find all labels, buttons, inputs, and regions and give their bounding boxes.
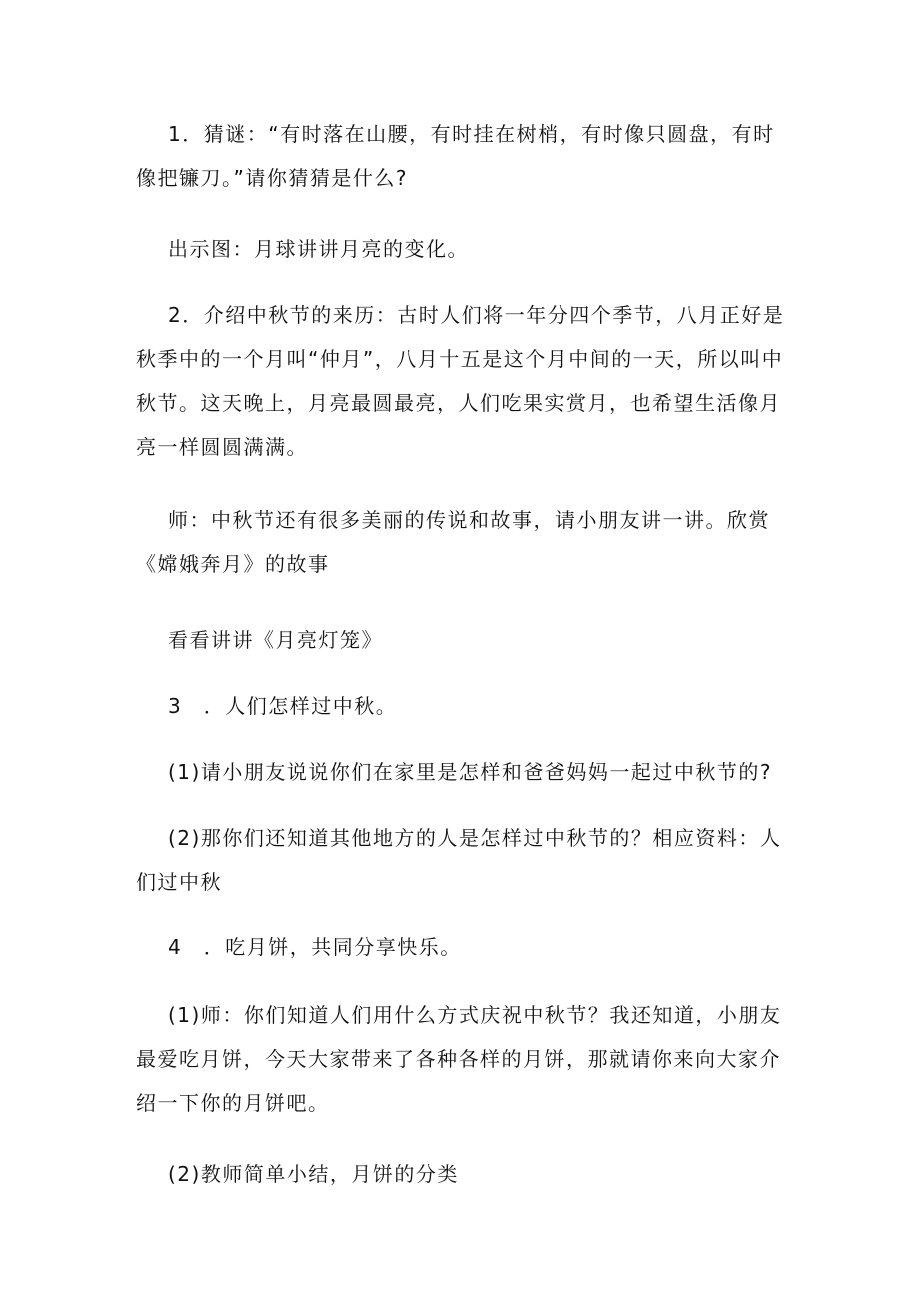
- paragraph-text: 出示图：月球讲讲月亮的变化。: [168, 237, 469, 261]
- paragraph-how-celebrate: [136, 684, 788, 728]
- paragraph-text: (2)那你们还知道其他地方的人是怎样过中秋节的？相应资料：人们过中秋: [136, 826, 782, 894]
- paragraph-text: (1)请小朋友说说你们在家里是怎样和爸爸妈妈一起过中秋节的?: [168, 760, 772, 784]
- paragraph-festival-origin: [136, 293, 788, 469]
- paragraph-show-picture: [136, 227, 788, 271]
- paragraph-text: 3 ．人们怎样过中秋。: [168, 694, 398, 718]
- paragraph-text: 1．猜谜：“有时落在山腰，有时挂在树梢，有时像只圆盘，有时像把镰刀。”请你猜猜是什么?: [136, 122, 775, 190]
- paragraph-riddle: [136, 112, 788, 200]
- paragraph-text: 师：中秋节还有很多美丽的传说和故事，请小朋友讲一讲。欣赏《嫦娥奔月》的故事: [136, 508, 770, 576]
- paragraph-text: 4 ．吃月饼，共同分享快乐。: [168, 935, 462, 959]
- paragraph-summary: [136, 1152, 788, 1196]
- paragraph-introduce-mooncakes: [136, 993, 788, 1125]
- paragraph-legends: [136, 498, 788, 586]
- paragraph-moon-lantern: [136, 618, 788, 662]
- paragraph-eat-mooncakes: [136, 925, 788, 969]
- paragraph-text: (1)师：你们知道人们用什么方式庆祝中秋节？我还知道，小朋友最爱吃月饼，今天大家带来了各种各样的月饼，那就请你来向大家介绍一下你的月饼吧。: [136, 1003, 782, 1115]
- paragraph-other-places: [136, 816, 788, 904]
- paragraph-text: 2．介绍中秋节的来历：古时人们将一年分四个季节，八月正好是秋季中的一个月叫“仲月”，八月十五是这个月中间的一天，所以叫中秋节。这天晚上，月亮最圆最亮，人们吃果实赏月，也希望生活像月亮一样圆圆满满。: [136, 303, 785, 459]
- paragraph-text: (2)教师简单小结，月饼的分类: [168, 1162, 459, 1186]
- paragraph-home-celebration: [136, 750, 788, 794]
- paragraph-text: 看看讲讲《月亮灯笼》: [168, 628, 383, 652]
